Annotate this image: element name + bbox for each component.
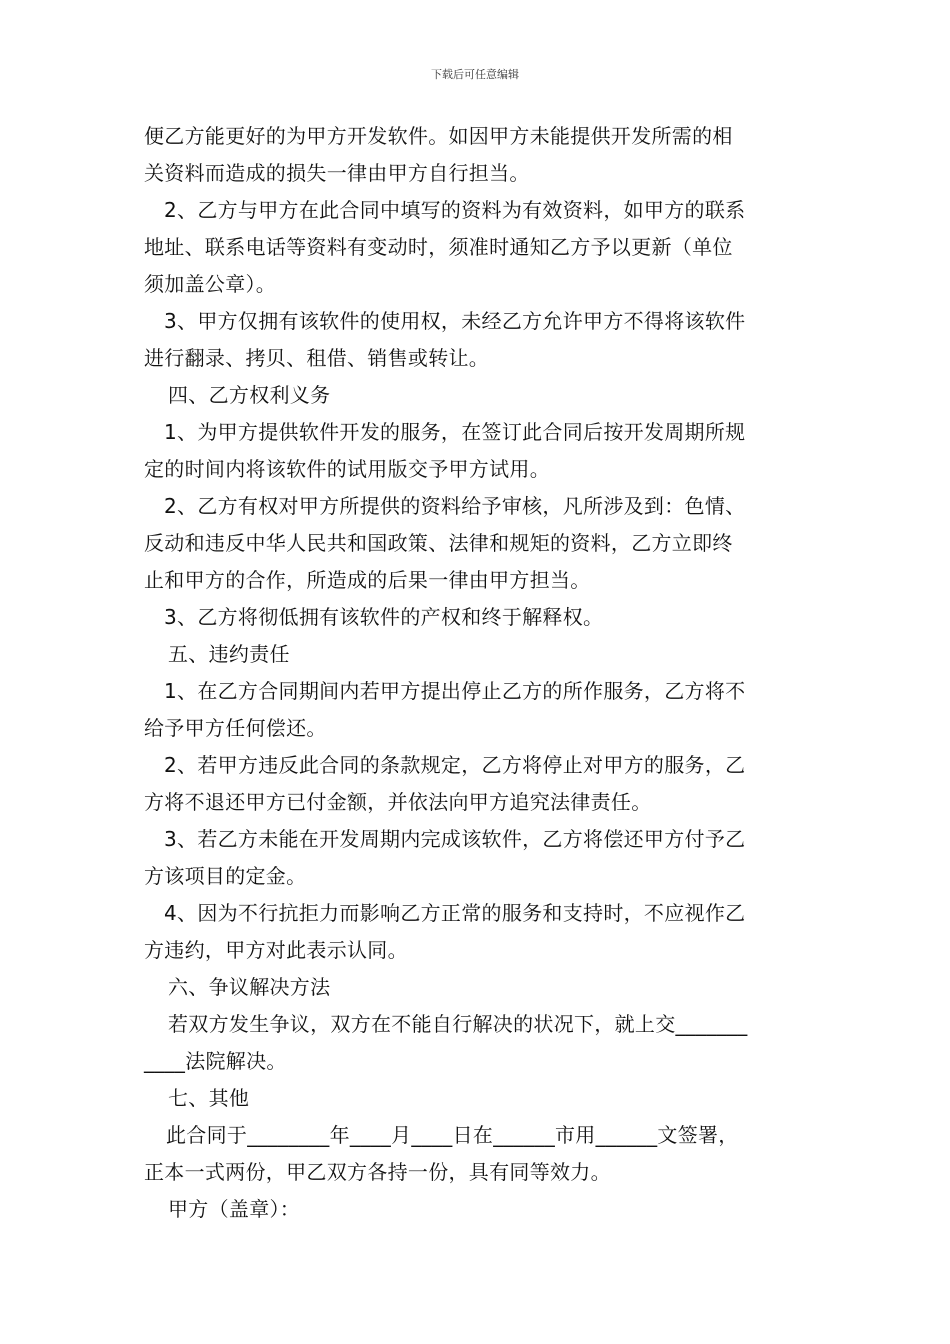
document-line: 五、违约责任 bbox=[168, 642, 290, 666]
document-line: 此合同于________年____月____日在______市用______文签署， bbox=[166, 1123, 739, 1147]
document-line: 2、乙方与甲方在此合同中填写的资料为有效资料，如甲方的联系 bbox=[164, 198, 746, 222]
document-line: 若双方发生争议，双方在不能自行解决的状况下，就上交_______ bbox=[168, 1012, 748, 1036]
document-line: 便乙方能更好的为甲方开发软件。如因甲方未能提供开发所需的相 bbox=[144, 124, 733, 148]
document-line: 2、乙方有权对甲方所提供的资料给予审核，凡所涉及到：色情、 bbox=[164, 494, 746, 518]
document-line: 地址、联系电话等资料有变动时，须准时通知乙方予以更新（单位 bbox=[144, 235, 733, 259]
document-line: 定的时间内将该软件的试用版交予甲方试用。 bbox=[144, 457, 550, 481]
document-line: 1、为甲方提供软件开发的服务，在签订此合同后按开发周期所规 bbox=[164, 420, 746, 444]
document-line: 甲方（盖章）： bbox=[168, 1197, 301, 1221]
document-line: 3、若乙方未能在开发周期内完成该软件，乙方将偿还甲方付予乙 bbox=[164, 827, 746, 851]
document-line: 1、在乙方合同期间内若甲方提出停止乙方的所作服务，乙方将不 bbox=[164, 679, 746, 703]
page-header-note: 下载后可任意编辑 bbox=[431, 68, 519, 81]
document-body bbox=[144, 118, 814, 1228]
document-line: 七、其他 bbox=[168, 1086, 250, 1110]
document-line: 3、乙方将彻低拥有该软件的产权和终于解释权。 bbox=[164, 605, 604, 629]
document-line: 关资料而造成的损失一律由甲方自行担当。 bbox=[144, 161, 530, 185]
document-line: 给予甲方任何偿还。 bbox=[144, 716, 327, 740]
document-line: ____法院解决。 bbox=[144, 1049, 287, 1073]
document-line: 方将不退还甲方已付金额，并依法向甲方追究法律责任。 bbox=[144, 790, 652, 814]
document-line: 方违约，甲方对此表示认同。 bbox=[144, 938, 408, 962]
document-line: 4、因为不行抗拒力而影响乙方正常的服务和支持时，不应视作乙 bbox=[164, 901, 746, 925]
document-line: 2、若甲方违反此合同的条款规定，乙方将停止对甲方的服务，乙 bbox=[164, 753, 746, 777]
document-line: 须加盖公章）。 bbox=[144, 272, 277, 296]
document-line: 六、争议解决方法 bbox=[168, 975, 331, 999]
document-line: 正本一式两份，甲乙双方各持一份，具有同等效力。 bbox=[144, 1160, 611, 1184]
document-line: 止和甲方的合作，所造成的后果一律由甲方担当。 bbox=[144, 568, 591, 592]
document-line: 方该项目的定金。 bbox=[144, 864, 307, 888]
document-line: 四、乙方权利义务 bbox=[168, 383, 331, 407]
document-line: 进行翻录、拷贝、租借、销售或转让。 bbox=[144, 346, 490, 370]
document-line: 反动和违反中华人民共和国政策、法律和规矩的资料，乙方立即终 bbox=[144, 531, 733, 555]
document-line: 3、甲方仅拥有该软件的使用权，未经乙方允许甲方不得将该软件 bbox=[164, 309, 746, 333]
